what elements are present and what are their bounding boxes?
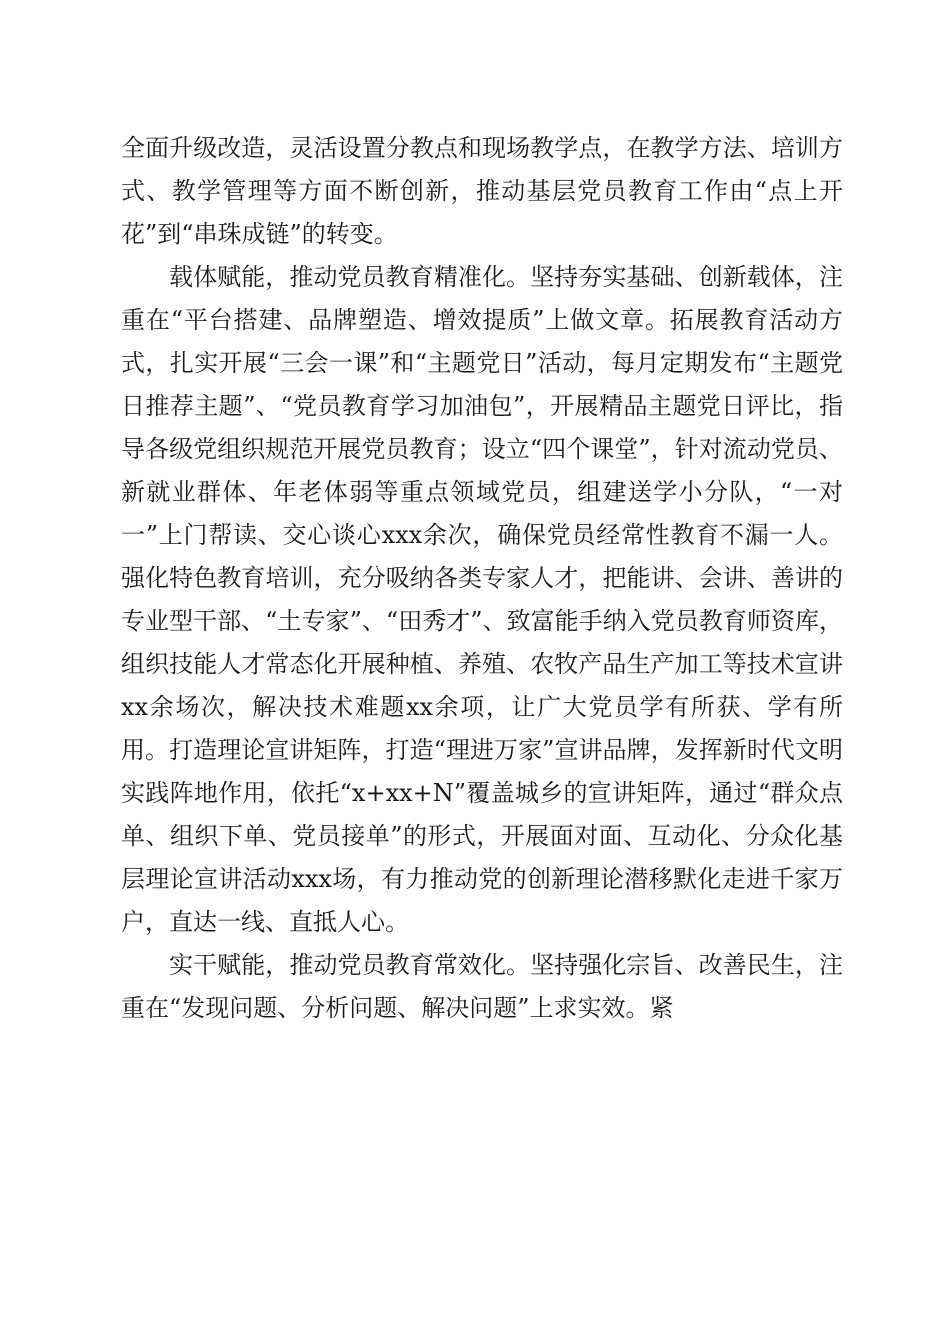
paragraph-practice-empowerment: 实干赋能，推动党员教育常效化。坚持强化宗旨、改善民生，注重在“发现问题、分析问题、解决问题”上求实效。紧	[121, 951, 843, 1022]
paragraph-carrier-empowerment: 载体赋能，推动党员教育精准化。坚持夯实基础、创新载体，注重在“平台搭建、品牌塑造、增效提质”上做文章。拓展教育活动方式，扎实开展“三会一课”和“主题党日”活动，每月定期发布“主题党日推荐主题”、“党员教育学习加油包”，开展精品主题党日评比，指导各级党组织规范开展党员教育；设立“四个课堂”，针对流动党员、新就业群体、年老体弱等重点领域党员，组建送学小分队，“一对一”上门帮读、交心谈心xxx余次，确保党员经常性教育不漏一人。强化特色教育培训，充分吸纳各类专家人才，把能讲、会讲、善讲的专业型干部、“土专家”、“田秀才”、致富能手纳入党员教育师资库，组织技能人才常态化开展种植、养殖、农牧产品生产加工等技术宣讲xx余场次，解决技术难题xx余项，让广大党员学有所获、学有所用。打造理论宣讲矩阵，打造“理进万家”宣讲品牌，发挥新时代文明实践阵地作用，依托“x+xx+N”覆盖城乡的宣讲矩阵，通过“群众点单、组织下单、党员接单”的形式，开展面对面、互动化、分众化基层理论宣讲活动xxx场，有力推动党的创新理论潜移默化走进千家万户，直达一线、直抵人心。	[121, 263, 843, 936]
document-body	[121, 127, 843, 1030]
paragraph-continuation: 全面升级改造，灵活设置分教点和现场教学点，在教学方法、培训方式、教学管理等方面不断创新，推动基层党员教育工作由“点上开花”到“串珠成链”的转变。	[121, 134, 843, 248]
